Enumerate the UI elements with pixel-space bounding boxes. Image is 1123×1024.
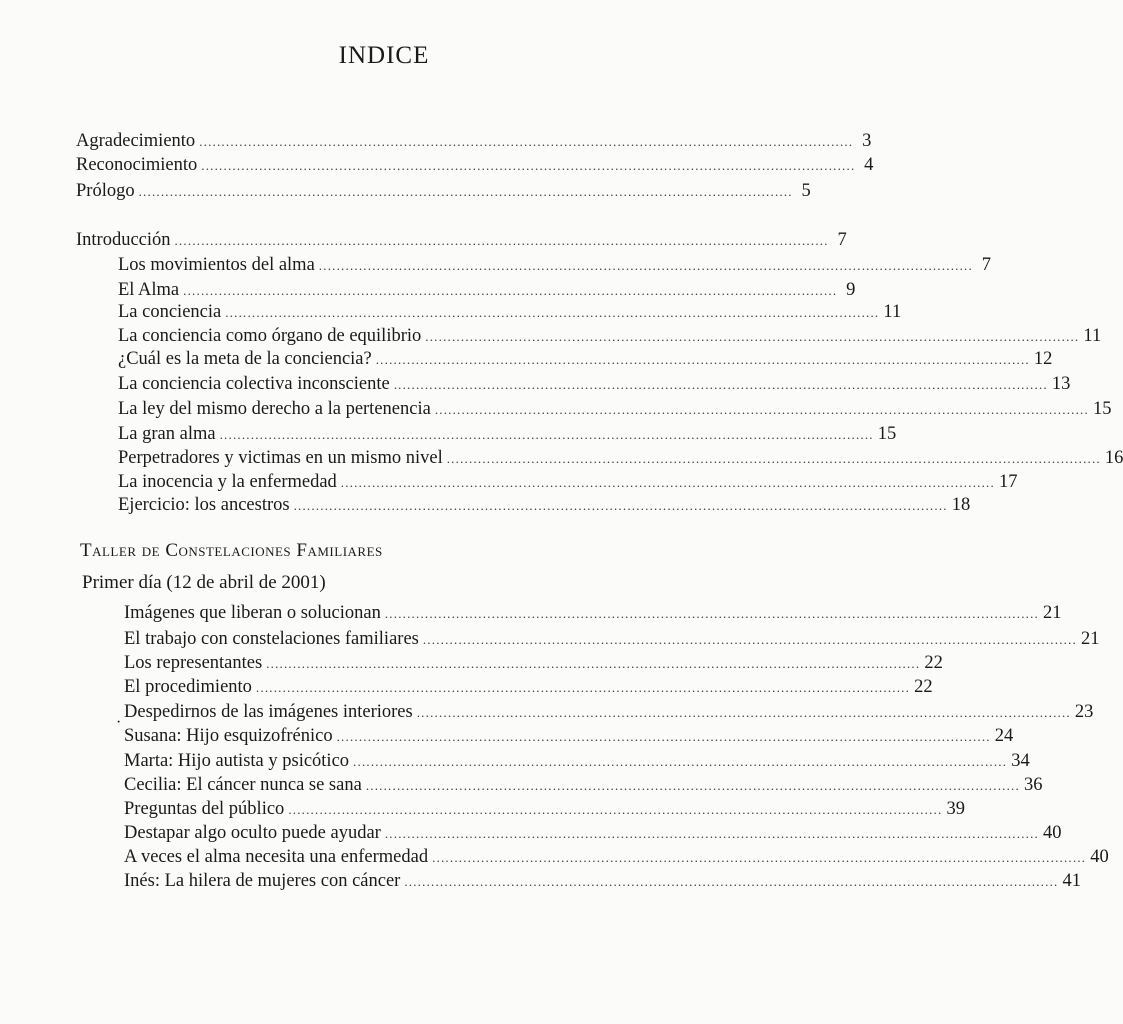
- leader-dots: ...................................................................................................................................................: [183, 283, 838, 298]
- toc-entry-page: 24: [994, 726, 1014, 746]
- toc-entry-ejercicio[interactable]: [118, 495, 971, 519]
- toc-entry-perpetradores[interactable]: [118, 448, 1123, 472]
- toc-entry-reconocimiento[interactable]: [76, 155, 874, 179]
- toc-entry-gran-alma[interactable]: [118, 424, 897, 448]
- toc-entry-page: 11: [1083, 326, 1102, 346]
- toc-entry-page: 5: [801, 181, 811, 201]
- toc-entry-label: El Alma: [118, 280, 180, 300]
- toc-entry-label: Preguntas del público: [124, 799, 285, 819]
- leader-dots: ...................................................................................................................................................: [434, 402, 1089, 417]
- leader-dots: ...................................................................................................................................................: [219, 427, 874, 442]
- toc-entry-cecilia[interactable]: [124, 775, 1043, 799]
- toc-entry-label: ¿Cuál es la meta de la conciencia?: [118, 349, 372, 369]
- toc-entry-representantes[interactable]: [124, 653, 943, 677]
- toc-entry-conciencia-colectiva[interactable]: [118, 374, 1071, 398]
- toc-entry-page: 11: [883, 302, 902, 322]
- toc-entry-label: Perpetradores y victimas en un mismo nivel: [118, 448, 443, 468]
- toc-entry-el-alma[interactable]: [118, 280, 856, 304]
- leader-dots: ...................................................................................................................................................: [404, 874, 1059, 889]
- toc-entry-page: 15: [1092, 399, 1112, 419]
- section-title: Taller de Constelaciones Familiares: [80, 540, 383, 561]
- toc-entry-page: 15: [877, 424, 897, 444]
- leader-dots: ...................................................................................................................................................: [425, 329, 1080, 344]
- toc-entry-page: 12: [1033, 349, 1053, 369]
- toc-entry-label: Prólogo: [76, 181, 135, 201]
- leader-dots: ...................................................................................................................................................: [384, 606, 1040, 621]
- toc-entry-page: 34: [1011, 751, 1030, 771]
- leader-dots: ...................................................................................................................................................: [201, 158, 856, 173]
- toc-entry-page: 4: [864, 155, 874, 175]
- leader-dots: ...................................................................................................................................................: [225, 305, 880, 320]
- leader-dots: ...................................................................................................................................................: [416, 705, 1071, 720]
- leader-dots: ...................................................................................................................................................: [384, 826, 1039, 841]
- toc-entry-inocencia[interactable]: [118, 472, 1018, 496]
- leader-dots: ...................................................................................................................................................: [375, 352, 1030, 367]
- toc-entry-despedirnos[interactable]: [124, 702, 1094, 726]
- toc-entry-prologo[interactable]: [76, 181, 811, 205]
- toc-entry-page: 36: [1023, 775, 1043, 795]
- toc-entry-page: 9: [846, 280, 856, 300]
- toc-entry-agradecimiento[interactable]: [76, 131, 872, 155]
- leader-dots: ...................................................................................................................................................: [174, 233, 829, 248]
- toc-entry-conciencia[interactable]: [118, 302, 902, 326]
- toc-entry-label: El trabajo con constelaciones familiares: [124, 629, 419, 649]
- toc-entry-page: 3: [862, 131, 872, 151]
- toc-entry-conciencia-equilibrio[interactable]: [118, 326, 1102, 350]
- leader-dots: ...................................................................................................................................................: [353, 754, 1008, 769]
- toc-entry-page: 16: [1104, 448, 1123, 468]
- leader-dots: ...................................................................................................................................................: [422, 632, 1078, 647]
- toc-entry-procedimiento[interactable]: [124, 677, 933, 701]
- toc-entry-label: Imágenes que liberan o solucionan: [124, 603, 381, 623]
- toc-entry-page: 22: [924, 653, 943, 673]
- toc-entry-label: La conciencia como órgano de equilibrio: [118, 326, 422, 346]
- toc-entry-label: Susana: Hijo esquizofrénico: [124, 726, 333, 746]
- toc-entry-label: La conciencia colectiva inconsciente: [118, 374, 390, 394]
- toc-entry-page: 18: [951, 495, 971, 515]
- toc-entry-introduccion[interactable]: [76, 230, 847, 254]
- leader-dots: ...................................................................................................................................................: [266, 656, 921, 671]
- toc-entry-page: 13: [1051, 374, 1071, 394]
- toc-entry-label: La ley del mismo derecho a la pertenencia: [118, 399, 431, 419]
- toc-entry-label: Los movimientos del alma: [118, 255, 315, 275]
- toc-entry-label: La inocencia y la enfermedad: [118, 472, 337, 492]
- toc-entry-page: 22: [914, 677, 933, 697]
- toc-entry-preguntas[interactable]: [124, 799, 965, 823]
- toc-entry-destapar[interactable]: [124, 823, 1062, 847]
- toc-entry-label: Destapar algo oculto puede ayudar: [124, 823, 381, 843]
- toc-entry-page: 17: [998, 472, 1018, 492]
- toc-entry-meta-conciencia[interactable]: [118, 349, 1053, 373]
- toc-entry-trabajo-constelaciones[interactable]: [124, 629, 1100, 653]
- toc-entry-page: 7: [981, 255, 991, 275]
- toc-entry-movimientos[interactable]: [118, 255, 991, 279]
- toc-entry-page: 21: [1081, 629, 1100, 649]
- stray-dot-mark: ·: [116, 714, 122, 731]
- toc-entry-label: Los representantes: [124, 653, 263, 673]
- toc-entry-label: Introducción: [76, 230, 171, 250]
- leader-dots: ...................................................................................................................................................: [138, 184, 793, 199]
- toc-entry-label: Cecilia: El cáncer nunca se sana: [124, 775, 362, 795]
- toc-entry-page: 40: [1090, 847, 1109, 867]
- toc-entry-page: 40: [1043, 823, 1062, 843]
- day-title: Primer día (12 de abril de 2001): [82, 572, 326, 593]
- toc-entry-label: El procedimiento: [124, 677, 252, 697]
- toc-entry-ley-pertenencia[interactable]: [118, 399, 1112, 423]
- toc-entry-susana[interactable]: [124, 726, 1014, 750]
- toc-entry-label: Inés: La hilera de mujeres con cáncer: [124, 871, 401, 891]
- toc-entry-page: 39: [946, 799, 965, 819]
- toc-entry-label: La gran alma: [118, 424, 216, 444]
- leader-dots: ...................................................................................................................................................: [340, 475, 995, 490]
- toc-entry-label: Ejercicio: los ancestros: [118, 495, 290, 515]
- toc-entry-page: 41: [1062, 871, 1081, 891]
- toc-entry-page: 7: [837, 230, 847, 250]
- toc-entry-label: Reconocimiento: [76, 155, 198, 175]
- toc-entry-label: Marta: Hijo autista y psicótico: [124, 751, 350, 771]
- leader-dots: ...................................................................................................................................................: [199, 134, 854, 149]
- page-title: INDICE: [338, 42, 430, 69]
- leader-dots: ...................................................................................................................................................: [318, 258, 973, 273]
- toc-entry-label: Despedirnos de las imágenes interiores: [124, 702, 413, 722]
- toc-entry-label: La conciencia: [118, 302, 222, 322]
- toc-entry-ines[interactable]: [124, 871, 1081, 895]
- leader-dots: ...................................................................................................................................................: [365, 778, 1020, 793]
- leader-dots: ...................................................................................................................................................: [255, 680, 911, 695]
- toc-entry-imagenes[interactable]: [124, 603, 1062, 627]
- leader-dots: ...................................................................................................................................................: [288, 802, 943, 817]
- leader-dots: ...................................................................................................................................................: [393, 377, 1048, 392]
- toc-entry-label: A veces el alma necesita una enfermedad: [124, 847, 429, 867]
- toc-entry-alma-enfermedad[interactable]: [124, 847, 1109, 871]
- toc-entry-label: Agradecimiento: [76, 131, 196, 151]
- leader-dots: ...................................................................................................................................................: [432, 850, 1087, 865]
- leader-dots: ...................................................................................................................................................: [446, 451, 1101, 466]
- toc-entry-page: 21: [1043, 603, 1062, 623]
- leader-dots: ...................................................................................................................................................: [293, 498, 948, 513]
- leader-dots: ...................................................................................................................................................: [336, 729, 991, 744]
- toc-entry-marta[interactable]: [124, 751, 1030, 775]
- toc-entry-page: 23: [1074, 702, 1094, 722]
